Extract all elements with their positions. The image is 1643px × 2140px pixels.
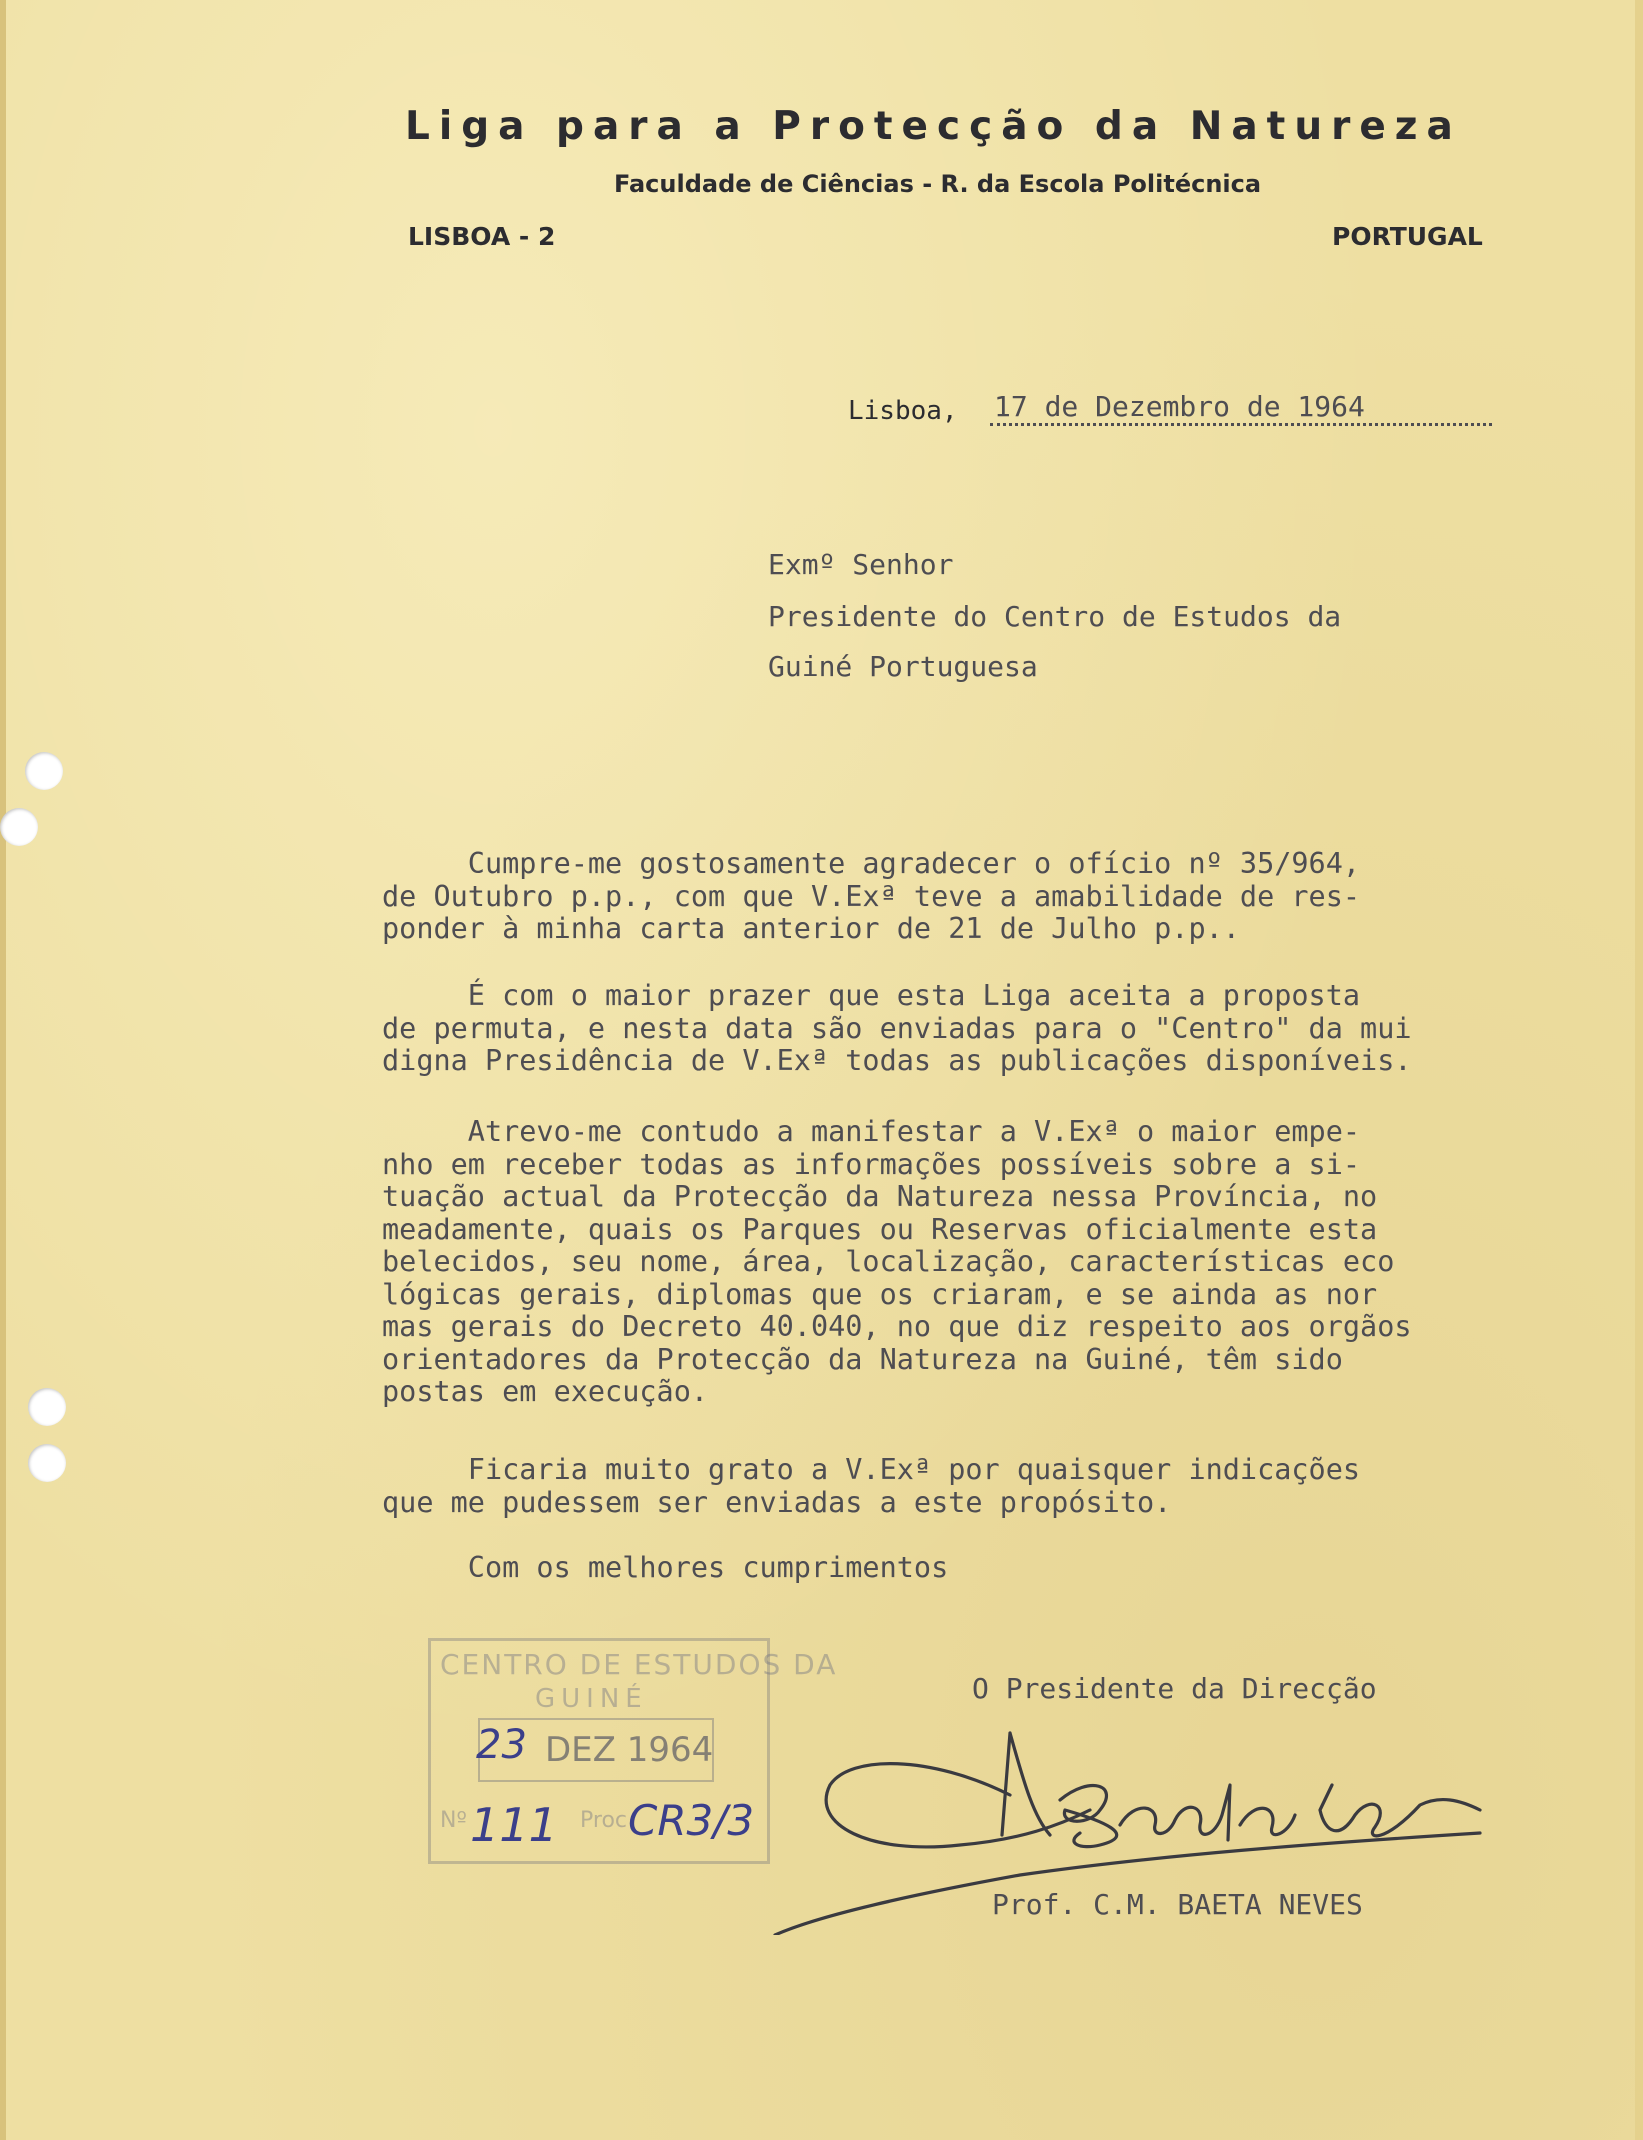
paper-right-edge — [1635, 0, 1643, 2140]
stamp-reference-handwritten: CR3/3 — [628, 1796, 755, 1845]
stamp-process-label: Proc — [580, 1808, 627, 1833]
closing-line: Com os melhores cumprimentos — [382, 1551, 949, 1584]
body-paragraph-4: Ficaria muito grato a V.Exª por quaisquer indicações que me pudessem ser enviadas a este propósito. — [382, 1453, 1361, 1519]
paper-left-edge — [0, 0, 6, 2140]
body-paragraph-3: Atrevo-me contudo a manifestar a V.Exª o maior empe- nho em receber todas as informações possíveis sobre a si- tuação actual da Protecção da Natureza nessa Província, no meadamente, quais os Parques ou Reservas oficialmente esta belecidos, seu nome, área, localização, características eco lógicas gerais, diplomas que os criaram, e se ainda as nor mas gerais do Decreto 40.040, no que diz respeito aos orgãos orientadores da Protecção da Natureza na Guiné, têm sido postas em execução. — [382, 1115, 1412, 1408]
signatory-title: O Presidente da Direcção — [972, 1672, 1377, 1705]
stamp-day-handwritten: 23 — [476, 1722, 527, 1768]
body-paragraph-2: É com o maior prazer que esta Liga aceita a proposta de permuta, e nesta data são enviadas para o "Centro" da mui digna Presidência de V.Exª todas as publicações disponíveis. — [382, 979, 1412, 1077]
recipient-salutation: Exmº Senhor — [768, 548, 954, 581]
stamp-date: DEZ 1964 — [545, 1730, 714, 1770]
punch-hole — [0, 808, 38, 846]
letterhead-organization: Liga para a Protecção da Natureza — [405, 104, 1462, 149]
signatory-name: Prof. C.M. BAETA NEVES — [992, 1888, 1363, 1921]
letterhead-address: Faculdade de Ciências - R. da Escola Politécnica — [614, 170, 1262, 198]
punch-hole — [28, 1444, 66, 1482]
stamp-number-handwritten: 111 — [470, 1798, 558, 1852]
letterhead-country: PORTUGAL — [1332, 222, 1483, 251]
recipient-title: Presidente do Centro de Estudos da — [768, 600, 1342, 633]
date-label: Lisboa, — [848, 396, 958, 426]
body-paragraph-1: Cumpre-me gostosamente agradecer o ofício nº 35/964, de Outubro p.p., com que V.Exª teve a amabilidade de res- ponder à minha carta anterior de 21 de Julho p.p.. — [382, 847, 1361, 945]
punch-hole — [28, 1388, 66, 1426]
stamp-number-label: Nº — [440, 1808, 467, 1833]
recipient-organization: Guiné Portuguesa — [768, 650, 1038, 683]
letterhead-city: LISBOA - 2 — [408, 222, 556, 251]
punch-hole — [25, 752, 63, 790]
letter-date: 17 de Dezembro de 1964 — [990, 390, 1492, 426]
stamp-region: GUINÉ — [535, 1684, 648, 1714]
stamp-institution: CENTRO DE ESTUDOS DA — [440, 1648, 838, 1681]
